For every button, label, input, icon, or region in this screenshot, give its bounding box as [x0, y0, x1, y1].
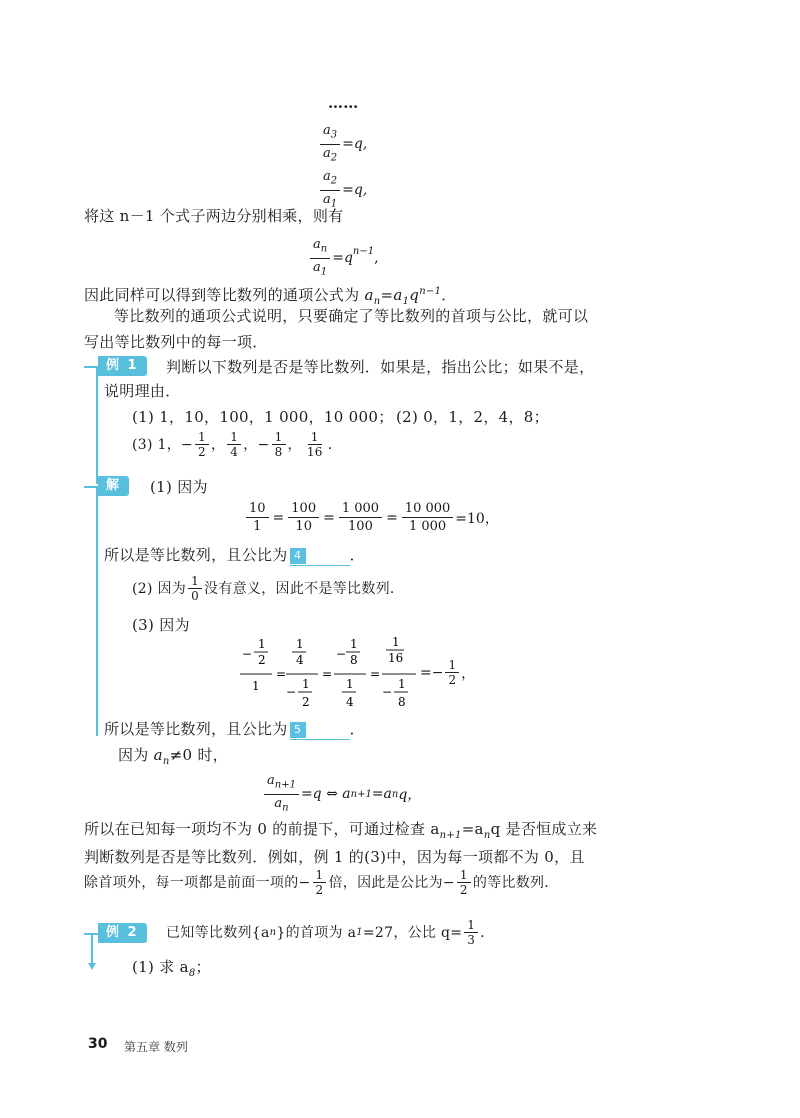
- svg-text:8: 8: [398, 695, 406, 709]
- fraction-term: $\frac{10}{1}$: [246, 500, 269, 535]
- example-1-tag: 例 1: [98, 356, 147, 376]
- example-2-bracket: [91, 933, 93, 963]
- solution-bracket: [96, 486, 98, 736]
- paragraph-line-1: 等比数列的通项公式说明，只要确定了等比数列的首项与公比，就可以: [114, 307, 589, 325]
- equals-sign: =: [323, 509, 335, 526]
- svg-text:2: 2: [302, 695, 310, 709]
- answer-blank-4[interactable]: 4: [290, 547, 350, 566]
- svg-text:1: 1: [392, 636, 400, 649]
- chapter-title: 第五章 数列: [124, 1040, 188, 1054]
- svg-text:−: −: [286, 685, 297, 699]
- example-2-line-1: 已知等比数列{a n }的首项为 a 1 =27，公比 q= $\frac{1}{3}$ ．: [166, 918, 495, 947]
- equation-result: =10，: [455, 510, 499, 527]
- svg-text:16: 16: [388, 651, 404, 665]
- example-1-line-2: 说明理由．: [104, 382, 181, 400]
- svg-text:=: =: [276, 667, 287, 681]
- svg-text:1: 1: [258, 637, 266, 651]
- paragraph-2-line-3: 除首项外，每一项都是前面一项的− $\frac{1}{2}$ 倍，因此是公比为− $\frac{1}{2}$ 的等比数列．: [84, 868, 559, 897]
- example-2-arrow: [88, 963, 96, 970]
- svg-text:2: 2: [258, 653, 266, 667]
- example-2-question-1: (1) 求 $a_8$；: [132, 958, 211, 979]
- svg-text:1: 1: [350, 637, 358, 651]
- svg-text:1: 1: [346, 677, 354, 691]
- svg-text:1: 1: [252, 679, 260, 693]
- example-1-seq-2: (2) 0，1，2，4，8；: [396, 408, 549, 426]
- solution-part-1-intro: (1) 因为: [150, 478, 208, 496]
- svg-text:=: =: [370, 667, 381, 681]
- svg-text:−: −: [382, 685, 393, 699]
- fraction-term: $\frac{1 000}{100}$: [339, 500, 382, 535]
- svg-text:=: =: [322, 667, 333, 681]
- equals-sign: =: [272, 509, 285, 526]
- equation-equivalence: $\frac{a_{n+1}}{a_n}$ =q ⇔ a n+1 =a n q，: [262, 772, 421, 816]
- example-1-seq-3: (3) 1，− $\frac{1}{2}$ ， $\frac{1}{4}$ ，− $\frac{1}{8}$ ， $\frac{1}{16}$ ．: [132, 430, 342, 459]
- solution-part-2: (2) 因为 $\frac{1}{0}$ 没有意义，因此不是等比数列．: [132, 574, 405, 603]
- solution-part-1-equation: [244, 500, 499, 535]
- svg-text:1: 1: [302, 677, 310, 691]
- text-general-formula: 因此同样可以得到等比数列的通项公式为 $a_n=a_1q^{n-1}$．: [84, 286, 457, 307]
- fraction-term: $\frac{10 000}{1 000}$: [402, 500, 454, 535]
- solution-part-1-conclusion: 所以是等比数列，且公比为 4 ．: [104, 546, 365, 564]
- example-1-line-1: 判断以下数列是否是等比数列．如果是，指出公比；如果不是，: [166, 358, 595, 376]
- ellipsis: ……: [328, 94, 359, 112]
- solution-part-3-conclusion: 所以是等比数列，且公比为 5 ．: [104, 720, 365, 738]
- equation-a2-over-a1: $\frac{a_2}{a_1}$ =q,: [318, 168, 367, 212]
- page-number: 30: [88, 1036, 108, 1052]
- answer-blank-5[interactable]: 5: [290, 721, 350, 740]
- svg-text:−: −: [336, 647, 347, 661]
- solution-tag: 解: [98, 476, 129, 496]
- example-2-tag: 例 2: [98, 923, 147, 943]
- example-1-bracket: [96, 366, 98, 484]
- svg-text:4: 4: [296, 653, 304, 667]
- svg-text:4: 4: [346, 695, 354, 709]
- paragraph-2-line-2: 判断数列是否是等比数列．例如，例 1 的(3)中，因为每一项都不为 0，且: [84, 848, 585, 866]
- svg-text:−: −: [242, 647, 253, 661]
- solution-part-3-result: =− $\frac{1}{2}$ ，: [420, 658, 476, 687]
- equation-a3-over-a2: $\frac{a_3}{a_2}$ =q,: [318, 122, 367, 166]
- fraction-term: $\frac{100}{10}$: [288, 500, 319, 535]
- equation-an-over-a1: $\frac{a_n}{a_1}$ =q $^{n-1}$ ,: [308, 236, 379, 280]
- solution-part-3-intro: (3) 因为: [132, 616, 190, 634]
- svg-text:1: 1: [296, 637, 304, 651]
- example-1-seq-1: (1) 1，10，100，1 000，10 000；: [132, 408, 394, 426]
- paragraph-line-2: 写出等比数列中的每一项．: [84, 333, 268, 351]
- text-multiply-line: 将这 n－1 个式子两边分别相乘，则有: [84, 207, 344, 225]
- text-because: 因为 $a_n\ne 0$ 时，: [118, 746, 229, 767]
- paragraph-2-line-1: 所以在已知每一项均不为 0 的前提下，可通过检查 $a_{n+1}=a_nq$ 是否恒成立来: [84, 820, 598, 841]
- svg-text:1: 1: [398, 677, 406, 691]
- svg-text:8: 8: [350, 653, 358, 667]
- equals-sign: =: [386, 509, 398, 526]
